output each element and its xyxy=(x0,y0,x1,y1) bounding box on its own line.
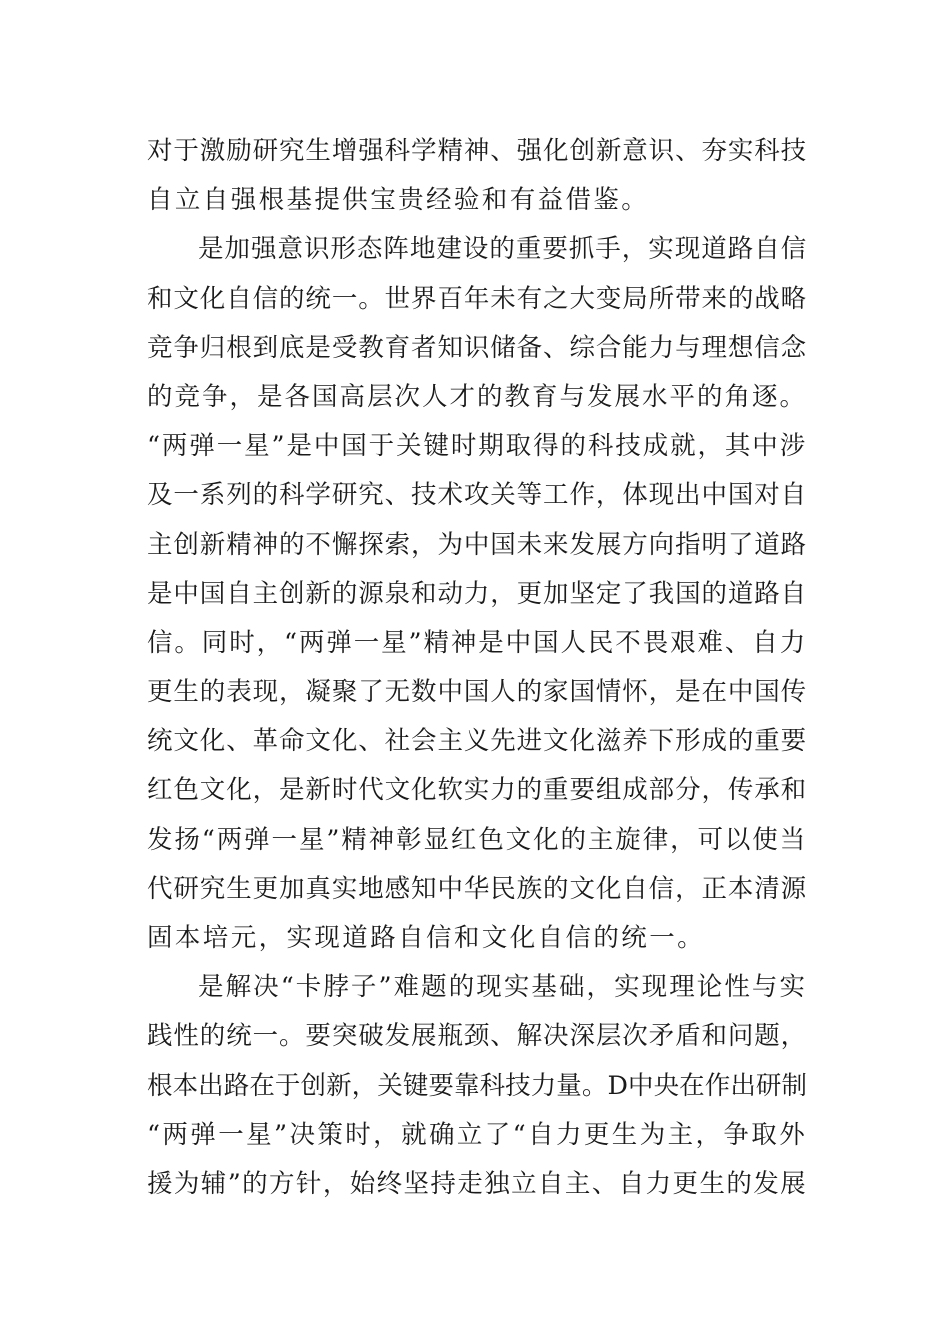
text-line: 对于激励研究生增强科学精神、强化创新意识、夯实科技 xyxy=(147,136,807,166)
text-line: 援为辅”的方针，始终坚持走独立自主、自力更生的发展 xyxy=(147,1168,808,1199)
text-line: 统文化、革命文化、社会主义先进文化滋养下形成的重要 xyxy=(147,726,807,757)
text-line: 代研究生更加真实地感知中华民族的文化自信，正本清源 xyxy=(147,873,807,904)
text-line: 的竞争，是各国高层次人才的教育与发展水平的角逐。 xyxy=(147,381,808,412)
text-line: 竞争归根到底是受教育者知识储备、综合能力与理想信念 xyxy=(147,332,807,363)
text-line: 信。同时，“两弹一星”精神是中国人民不畏艰难、自力 xyxy=(147,627,807,658)
text-line: 是中国自主创新的源泉和动力，更加坚定了我国的道路自 xyxy=(147,578,807,609)
text-line: 更生的表现，凝聚了无数中国人的家国情怀，是在中国传 xyxy=(147,677,807,708)
text-line: 红色文化，是新时代文化软实力的重要组成部分，传承和 xyxy=(147,775,807,806)
text-line: 自立自强根基提供宝贵经验和有益借鉴。 xyxy=(147,185,650,216)
text-line: 践性的统一。要突破发展瓶颈、解决深层次矛盾和问题， xyxy=(147,1021,807,1052)
text-line: “两弹一星”是中国于关键时期取得的科技成就，其中涉 xyxy=(147,431,807,462)
text-line: 及一系列的科学研究、技术攻关等工作，体现出中国对自 xyxy=(147,480,807,511)
text-line: 是加强意识形态阵地建设的重要抓手，实现道路自信 xyxy=(198,234,807,265)
text-line: 和文化自信的统一。世界百年未有之大变局所带来的战略 xyxy=(147,283,807,314)
text-line: “两弹一星”决策时，就确立了“自力更生为主，争取外 xyxy=(147,1119,808,1150)
text-line: 是解决“卡脖子”难题的现实基础，实现理论性与实 xyxy=(198,972,807,1003)
text-line: 固本培元，实现道路自信和文化自信的统一。 xyxy=(147,923,706,953)
body-text xyxy=(147,127,807,1209)
text-line: 根本出路在于创新，关键要靠科技力量。D中央在作出研制 xyxy=(147,1070,807,1101)
text-line: 发扬“两弹一星”精神彰显红色文化的主旋律，可以使当 xyxy=(147,824,807,855)
text-line: 主创新精神的不懈探索，为中国未来发展方向指明了道路 xyxy=(147,529,807,560)
